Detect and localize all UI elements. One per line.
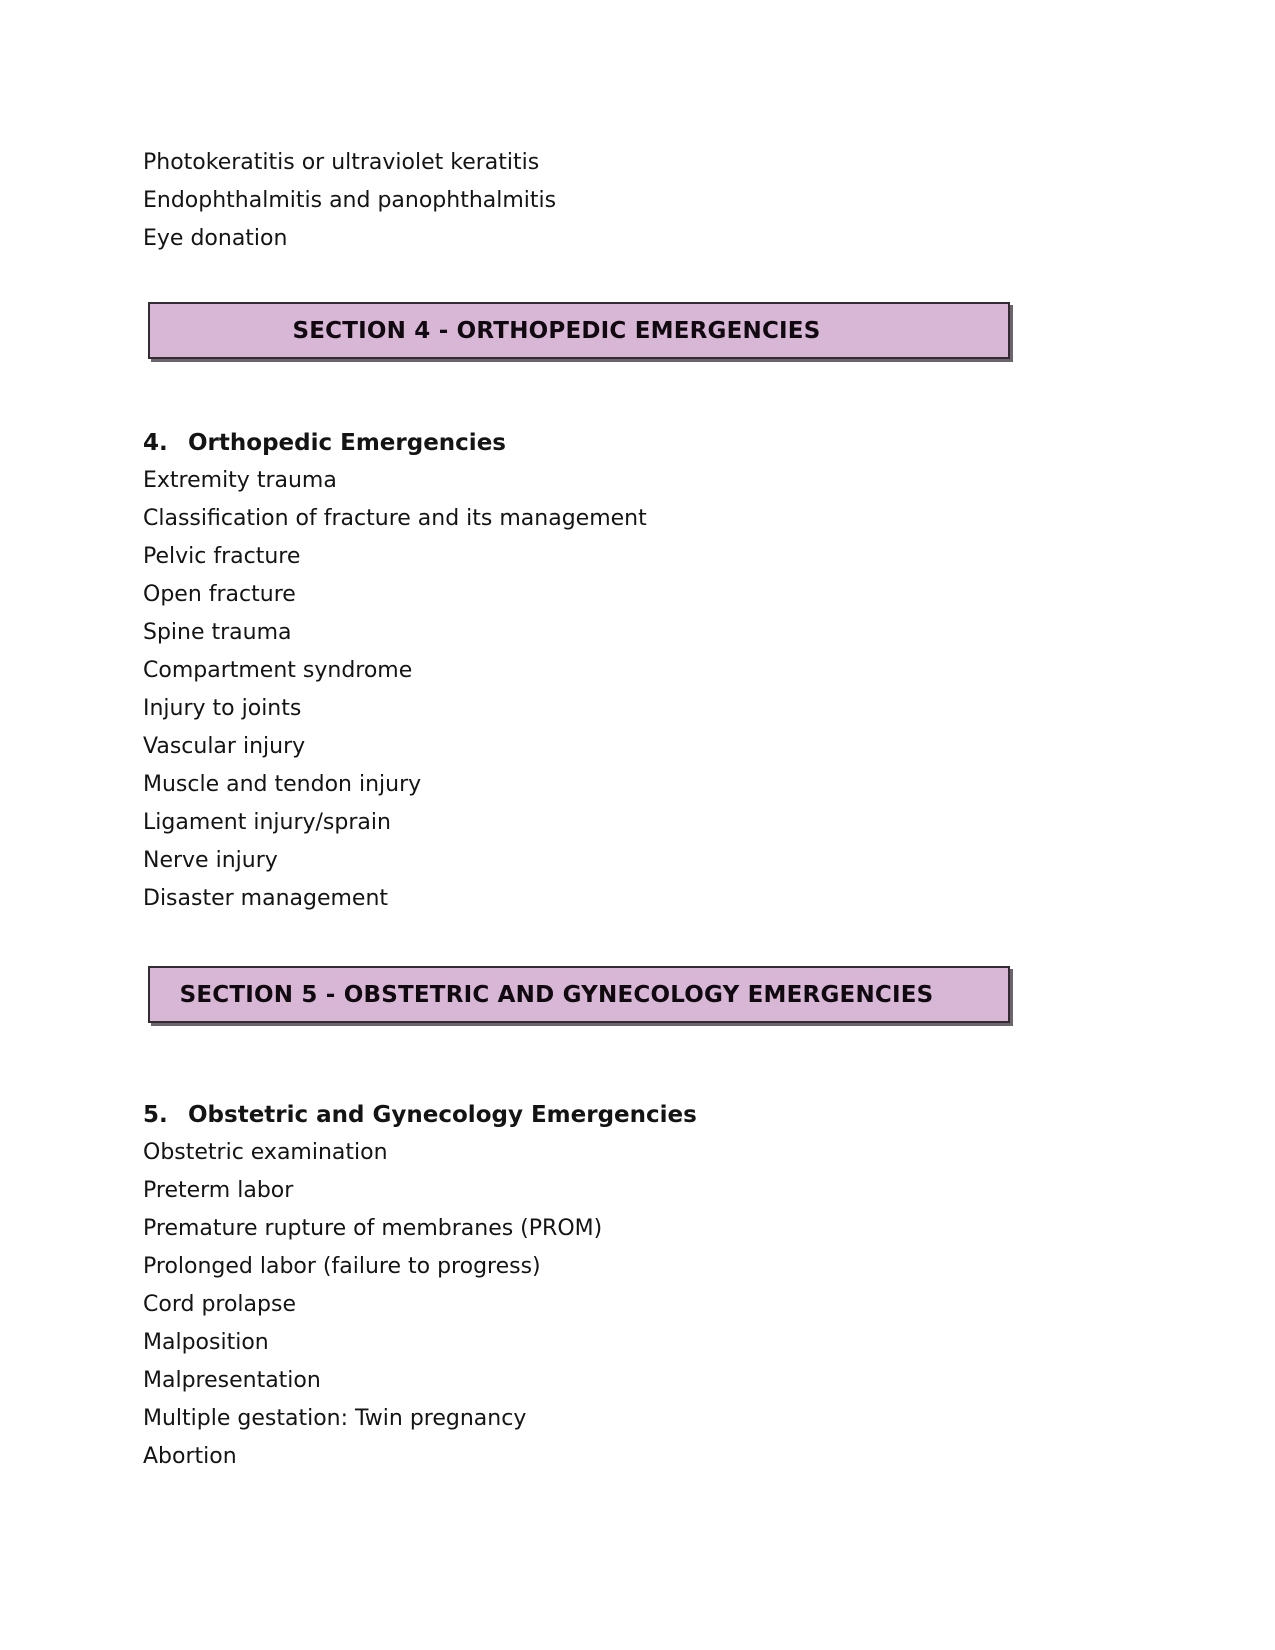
toc-entry: Compartment syndrome xyxy=(143,658,413,683)
toc-entry: Malpresentation xyxy=(143,1368,321,1393)
toc-entry: Muscle and tendon injury xyxy=(143,772,422,797)
toc-entry: Vascular injury xyxy=(143,734,306,759)
toc-entry: Endophthalmitis and panophthalmitis xyxy=(143,188,557,213)
section-5-heading xyxy=(143,1096,1155,1134)
toc-entry: Extremity trauma xyxy=(143,468,337,493)
toc-entry: Classification of fracture and its management xyxy=(143,506,647,531)
toc-entry: Premature rupture of membranes (PROM) xyxy=(143,1216,603,1241)
toc-entry: Ligament injury/sprain xyxy=(143,810,391,835)
toc-entry: Pelvic fracture xyxy=(143,544,301,569)
section-4-banner xyxy=(148,302,1010,359)
toc-entry: Disaster management xyxy=(143,886,389,911)
section-5-banner xyxy=(148,966,1010,1023)
toc-entry: Photokeratitis or ultraviolet keratitis xyxy=(143,150,540,175)
toc-entry: Injury to joints xyxy=(143,696,302,721)
section-4-number: 4. xyxy=(143,430,168,456)
section-4-banner-label: SECTION 4 - ORTHOPEDIC EMERGENCIES xyxy=(292,317,821,344)
toc-entry: Prolonged labor (failure to progress) xyxy=(143,1254,541,1279)
toc-entry: Malposition xyxy=(143,1330,269,1355)
toc-entry: Abortion xyxy=(143,1444,237,1469)
toc-entry: Open fracture xyxy=(143,582,296,607)
section-4-heading xyxy=(143,424,1155,462)
toc-entry: Cord prolapse xyxy=(143,1292,296,1317)
toc-entry: Obstetric examination xyxy=(143,1140,388,1165)
section-5-number: 5. xyxy=(143,1102,168,1128)
toc-entry: Multiple gestation: Twin pregnancy xyxy=(143,1406,527,1431)
toc-entry: Nerve injury xyxy=(143,848,278,873)
toc-entry: Eye donation xyxy=(143,226,288,251)
section-5-title: Obstetric and Gynecology Emergencies xyxy=(188,1102,697,1128)
toc-entry: Spine trauma xyxy=(143,620,292,645)
section-4-title: Orthopedic Emergencies xyxy=(188,430,506,456)
toc-entry: Preterm labor xyxy=(143,1178,294,1203)
section-5-banner-label: SECTION 5 - OBSTETRIC AND GYNECOLOGY EMERGENCIES xyxy=(179,981,934,1008)
